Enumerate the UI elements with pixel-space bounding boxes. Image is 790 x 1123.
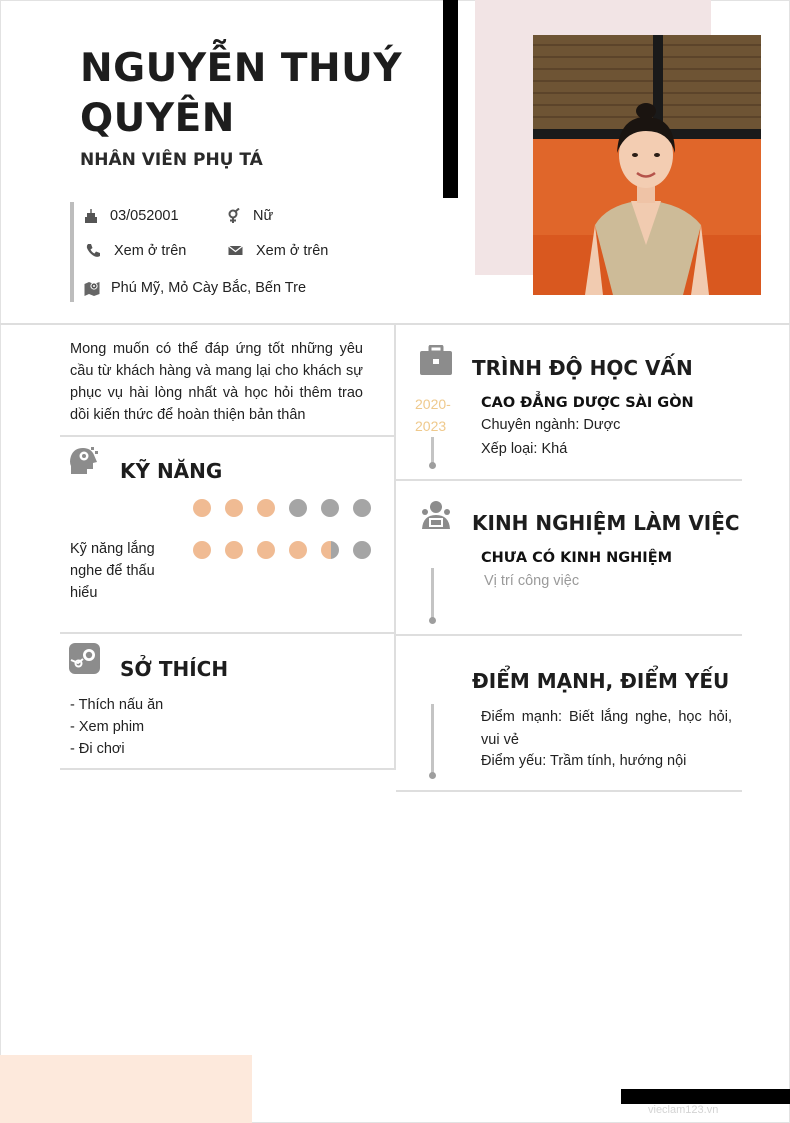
rating-dot — [257, 499, 275, 517]
address-row — [84, 280, 306, 296]
worker-icon — [420, 500, 452, 532]
hobby-icon — [69, 643, 101, 675]
rating-dot — [353, 499, 371, 517]
rating-dot — [193, 499, 211, 517]
school-name: CAO ĐẲNG DƯỢC SÀI GÒN — [481, 395, 694, 411]
career-objective: Mong muốn có thể đáp ứng tốt những yêu cầu từ khách hàng và mang lại cho khách sự phục vụ hài lòng nhất và học hỏi thêm trao dồi kiến thức để hoàn thiện bản thân — [70, 341, 363, 423]
education-divider — [396, 479, 742, 481]
timeline-line — [431, 704, 434, 776]
skills-divider — [60, 632, 394, 634]
phone-row — [86, 243, 186, 259]
rating-dot — [225, 541, 243, 559]
map-marker-icon — [84, 280, 100, 296]
education-grade: Xếp loại: Khá — [481, 441, 568, 457]
decorative-peach-block — [0, 1055, 252, 1123]
strength-text: Điểm mạnh: Biết lắng nghe, học hỏi, vui vẻ — [481, 709, 732, 748]
skills-title: KỸ NĂNG — [120, 459, 223, 483]
experience-title: KINH NGHIỆM LÀM VIỆC — [472, 511, 740, 535]
rating-dot — [289, 499, 307, 517]
decorative-black-bar — [443, 0, 458, 198]
timeline-line — [431, 568, 434, 620]
rating-dot — [321, 499, 339, 517]
education-year-start: 2020- — [415, 396, 451, 412]
rating-dot — [193, 541, 211, 559]
hobby-item: - Thích nấu ăn — [70, 697, 164, 713]
hobbies-divider — [60, 768, 394, 770]
hobby-item: - Đi chơi — [70, 741, 125, 757]
experience-divider — [396, 634, 742, 636]
skills-icon — [68, 444, 100, 476]
phone-value: Xem ở trên — [114, 243, 187, 259]
rating-dot — [257, 541, 275, 559]
hobby-item: - Xem phim — [70, 719, 145, 735]
rating-dot — [321, 541, 339, 559]
gender-value: Nữ — [253, 208, 274, 224]
hobbies-list — [70, 694, 163, 760]
gender-row — [227, 208, 273, 224]
birthday-value: 03/052001 — [110, 208, 179, 224]
rating-dot — [289, 541, 307, 559]
rating-dot — [353, 541, 371, 559]
timeline-dot — [429, 462, 436, 469]
candidate-name: NGUYỄN THUÝ QUYÊN — [80, 46, 403, 141]
birthday-cake-icon — [84, 208, 100, 224]
email-icon — [228, 243, 244, 259]
hobbies-title: SỞ THÍCH — [120, 657, 229, 681]
timeline-dot — [429, 772, 436, 779]
weakness-text: Điểm yếu: Trầm tính, hướng nội — [481, 753, 687, 769]
timeline-dot — [429, 617, 436, 624]
decorative-black-bar-bottom — [621, 1089, 790, 1104]
education-title: TRÌNH ĐỘ HỌC VẤN — [472, 356, 693, 380]
watermark: vieclam123.vn — [648, 1104, 719, 1116]
job-role: Vị trí công việc — [484, 573, 580, 589]
gender-icon — [227, 208, 243, 224]
objective-divider — [60, 435, 394, 437]
profile-photo — [533, 35, 761, 295]
skill-name: Kỹ năng lắng nghe để thấu hiểu — [70, 541, 155, 601]
column-divider — [394, 325, 396, 770]
briefcase-icon — [420, 345, 452, 377]
strengths-divider — [396, 790, 742, 792]
rating-dot — [225, 499, 243, 517]
company-name: CHƯA CÓ KINH NGHIỆM — [481, 550, 673, 566]
address-value: Phú Mỹ, Mỏ Cày Bắc, Bến Tre — [111, 280, 307, 296]
email-value: Xem ở trên — [256, 243, 329, 259]
phone-icon — [86, 243, 102, 259]
job-title: NHÂN VIÊN PHỤ TÁ — [80, 150, 263, 170]
timeline-line — [431, 437, 434, 464]
education-year-end: 2023 — [415, 418, 447, 434]
birthday-row — [84, 208, 179, 224]
email-row — [228, 243, 328, 259]
education-major: Chuyên ngành: Dược — [481, 417, 621, 433]
strengths-title: ĐIỂM MẠNH, ĐIỂM YẾU — [472, 669, 730, 693]
